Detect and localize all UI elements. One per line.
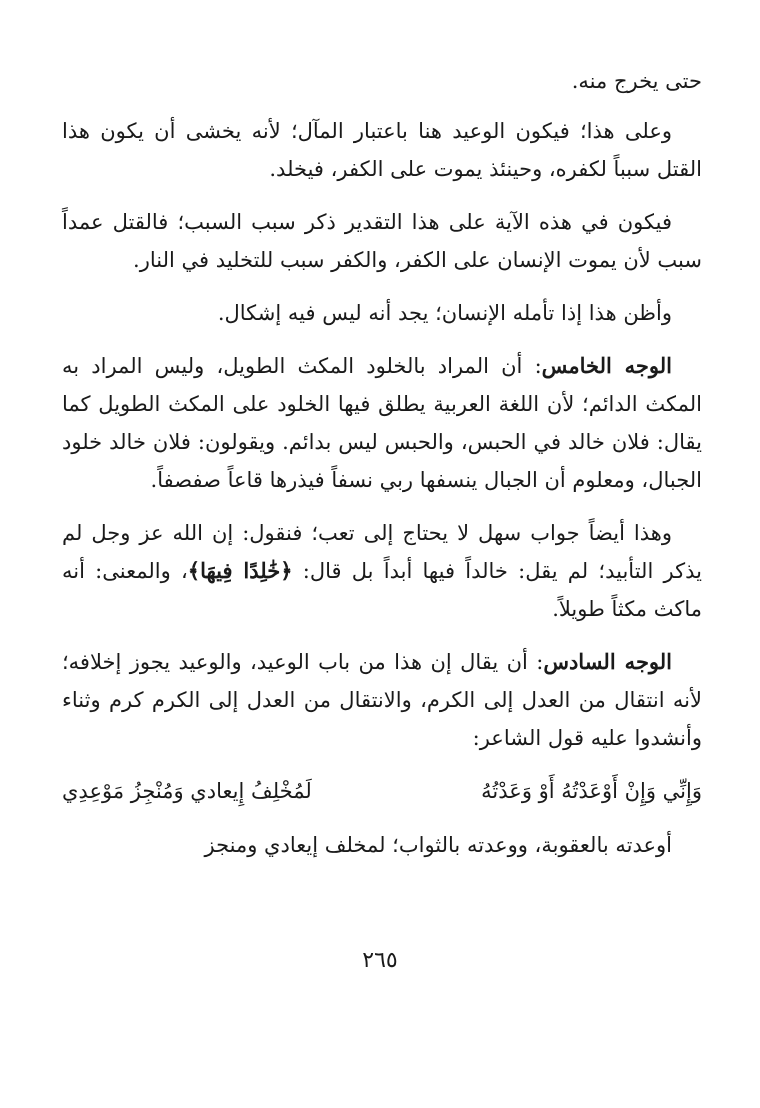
- fifth-aspect-heading: الوجه الخامس: [541, 353, 672, 378]
- verse-second-hemistich: لَمُخْلِفُ إِيعادي وَمُنْجِزُ مَوْعِدِي: [62, 779, 312, 803]
- fifth-aspect-body: : أن المراد بالخلود المكث الطويل، وليس المراد به المكث الدائم؛ لأن اللغة العربية يطلق فيها الخلود على المكث الطويل كما يقال: فلان خالد في الحبس، والحبس ليس بدائم. ويقولون: فلان خالد خلود الجبال، ومعلوم أن الجبال ينسفها ربي نسفاً فيذرها قاعاً صفصفاً.: [62, 354, 702, 492]
- paragraph-fifth-aspect: [62, 347, 702, 499]
- quran-quote: ﴿خَٰلِدًا فِيهَا﴾: [187, 558, 293, 583]
- document-page: [62, 62, 702, 1072]
- verse-first-hemistich: وَإِنِّي وَإِنْ أَوْعَدْتُهُ أَوْ وَعَدْتُهُ: [481, 779, 702, 803]
- sixth-aspect-body: : أن يقال إن هذا من باب الوعيد، والوعيد يجوز إخلافه؛ لأنه انتقال من العدل إلى الكرم، والانتقال من العدل إلى الكرم كرم وثناء وأنشدوا عليه قول الشاعر:: [62, 650, 702, 750]
- paragraph-verse-explanation: أوعدته بالعقوبة، ووعدته بالثواب؛ لمخلف إيعادي ومنجز: [204, 833, 672, 857]
- paragraph-sabab-assabab: فيكون في هذه الآية على هذا التقدير ذكر سبب السبب؛ فالقتل عمداً سبب لأن يموت الإنسان على الكفر، والكفر سبب للتخليد في النار.: [62, 210, 702, 272]
- poem-verse: [62, 772, 702, 810]
- paragraph-sixth-aspect: [62, 643, 702, 757]
- easy-answer-after: ، والمعنى: أنه ماكث مكثاً طويلاً.: [62, 559, 702, 621]
- paragraph-waeed-maal: وعلى هذا؛ فيكون الوعيد هنا باعتبار المآل؛ لأنه يخشى أن يكون هذا القتل سبباً لكفره، وحينئذ يموت على الكفر، فيخلد.: [62, 119, 702, 181]
- paragraph-easy-answer: [62, 514, 702, 628]
- easy-answer-body: وهذا أيضاً جواب سهل لا يحتاج إلى تعب؛ فنقول: إن الله عز وجل لم يذكر التأبيد؛ لم يقل: خالداً فيها أبداً بل قال:: [62, 521, 702, 583]
- sixth-aspect-heading: الوجه السادس: [543, 649, 673, 674]
- page-number: ٢٦٥: [362, 948, 398, 973]
- paragraph-no-ishkal: وأظن هذا إذا تأمله الإنسان؛ يجد أنه ليس فيه إشكال.: [217, 301, 672, 325]
- paragraph-continuation: حتى يخرج منه.: [571, 69, 702, 93]
